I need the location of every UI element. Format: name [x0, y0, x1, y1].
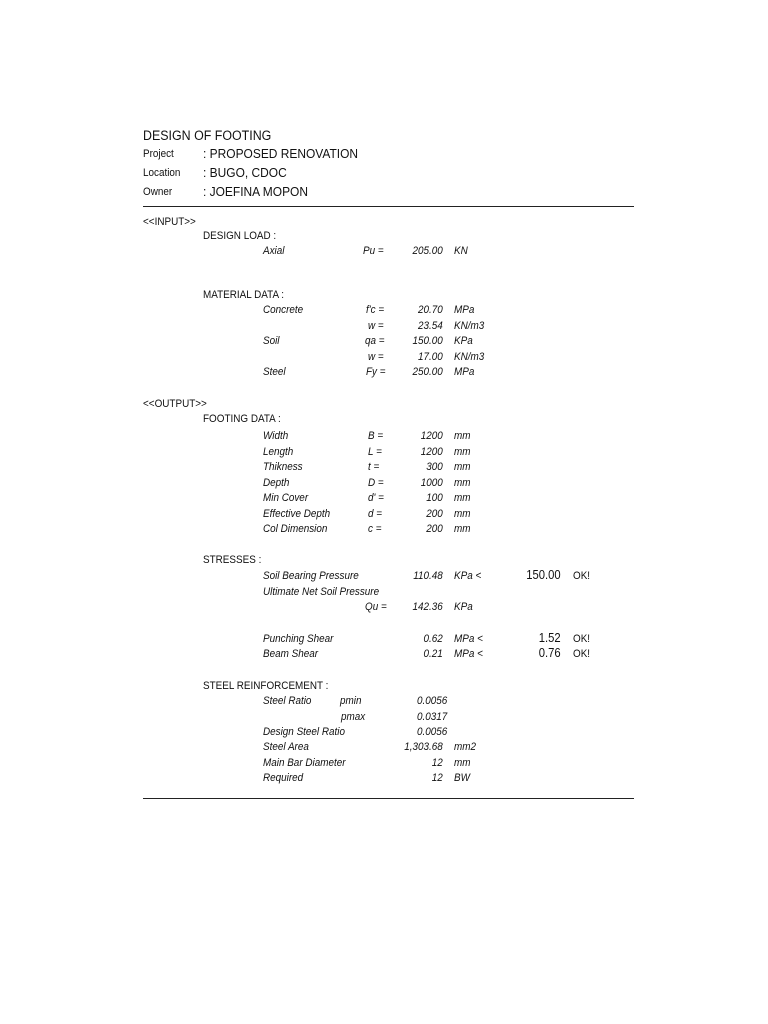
location-value: : BUGO, CDOC: [203, 165, 287, 180]
footing-row-unit: mm: [454, 523, 471, 535]
design-steel-ratio-value: 0.0056: [417, 726, 448, 738]
main-bar-unit: mm: [454, 757, 471, 769]
soil-label: Soil: [263, 335, 280, 347]
pmin-label: pmin: [340, 695, 362, 707]
concrete-w-symbol: w =: [368, 320, 384, 332]
footing-row-symbol: c =: [368, 523, 382, 535]
soil-w-unit: KN/m3: [454, 351, 485, 363]
footing-row-value: 1200: [420, 446, 443, 458]
owner-label: Owner: [143, 186, 173, 198]
beam-shear-status: OK!: [573, 648, 591, 660]
footing-row-symbol: d' =: [368, 492, 384, 504]
soil-bearing-unit: KPa <: [454, 570, 482, 582]
footing-row-label: Col Dimension: [263, 523, 328, 535]
qu-unit: KPa: [454, 601, 473, 613]
footing-row-unit: mm: [454, 461, 471, 473]
steel-area-unit: mm2: [454, 741, 477, 753]
fc-symbol: f'c =: [366, 304, 385, 316]
fy-value: 250.00: [412, 366, 443, 378]
required-unit: BW: [454, 772, 470, 784]
main-bar-value: 12: [431, 757, 443, 769]
footing-row-unit: mm: [454, 477, 471, 489]
required-value: 12: [431, 772, 443, 784]
page-title: DESIGN OF FOOTING: [143, 128, 272, 143]
footing-row-unit: mm: [454, 492, 471, 504]
qa-value: 150.00: [412, 335, 443, 347]
fy-unit: MPa: [454, 366, 475, 378]
concrete-w-value: 23.54: [418, 320, 443, 332]
top-divider: [143, 206, 634, 207]
footing-row-value: 200: [426, 508, 443, 520]
beam-shear-value: 0.21: [423, 648, 443, 660]
output-section-label: <<OUTPUT>>: [143, 398, 207, 410]
punching-shear-limit: 1.52: [538, 631, 561, 645]
footing-row-label: Depth: [263, 477, 290, 489]
footing-row-label: Thikness: [263, 461, 303, 473]
footing-row-label: Min Cover: [263, 492, 309, 504]
qu-symbol: Qu =: [365, 601, 387, 613]
beam-shear-label: Beam Shear: [263, 648, 319, 660]
stresses-heading: STRESSES :: [203, 554, 262, 566]
pmin-value: 0.0056: [417, 695, 448, 707]
pmax-value: 0.0317: [417, 711, 448, 723]
ultimate-net-label: Ultimate Net Soil Pressure: [263, 586, 380, 598]
footing-row-label: Length: [263, 446, 294, 458]
footing-row-label: Effective Depth: [263, 508, 331, 520]
required-label: Required: [263, 772, 304, 784]
concrete-label: Concrete: [263, 304, 304, 316]
soil-w-symbol: w =: [368, 351, 384, 363]
footing-row-unit: mm: [454, 430, 471, 442]
axial-value: 205.00: [412, 245, 443, 257]
steel-ratio-label: Steel Ratio: [263, 695, 312, 707]
footing-row-unit: mm: [454, 508, 471, 520]
footing-row-value: 1000: [420, 477, 443, 489]
design-steel-ratio-label: Design Steel Ratio: [263, 726, 345, 738]
design-load-heading: DESIGN LOAD :: [203, 230, 277, 242]
footing-row-label: Width: [263, 430, 289, 442]
footing-row-value: 100: [426, 492, 443, 504]
beam-shear-limit: 0.76: [538, 646, 561, 660]
project-label: Project: [143, 148, 174, 160]
qa-unit: KPa: [454, 335, 473, 347]
steel-area-label: Steel Area: [263, 741, 309, 753]
soil-bearing-status: OK!: [573, 570, 591, 582]
steel-reinforcement-heading: STEEL REINFORCEMENT :: [203, 680, 329, 692]
project-value: : PROPOSED RENOVATION: [203, 146, 359, 161]
qu-value: 142.36: [412, 601, 443, 613]
fc-unit: MPa: [454, 304, 475, 316]
axial-unit: KN: [454, 245, 468, 257]
fy-symbol: Fy =: [366, 366, 386, 378]
soil-bearing-limit: 150.00: [526, 568, 561, 582]
punching-shear-status: OK!: [573, 633, 591, 645]
axial-label: Axial: [263, 245, 285, 257]
soil-bearing-value: 110.48: [413, 570, 443, 582]
footing-row-value: 300: [426, 461, 443, 473]
qa-symbol: qa =: [365, 335, 385, 347]
material-data-heading: MATERIAL DATA :: [203, 289, 285, 301]
footing-row-unit: mm: [454, 446, 471, 458]
soil-bearing-label: Soil Bearing Pressure: [263, 570, 359, 582]
footing-row-symbol: t =: [368, 461, 380, 473]
footing-row-value: 200: [426, 523, 443, 535]
axial-symbol: Pu =: [363, 245, 384, 257]
steel-label: Steel: [263, 366, 286, 378]
footing-row-symbol: B =: [368, 430, 384, 442]
beam-shear-unit: MPa <: [454, 648, 483, 660]
footing-row-symbol: L =: [368, 446, 382, 458]
pmax-label: pmax: [341, 711, 366, 723]
punching-shear-value: 0.62: [423, 633, 443, 645]
soil-w-value: 17.00: [418, 351, 443, 363]
input-section-label: <<INPUT>>: [143, 216, 196, 228]
footing-row-symbol: d =: [368, 508, 383, 520]
footing-row-value: 1200: [420, 430, 443, 442]
footing-data-heading: FOOTING DATA :: [203, 413, 281, 425]
main-bar-label: Main Bar Diameter: [263, 757, 346, 769]
footing-row-symbol: D =: [368, 477, 384, 489]
fc-value: 20.70: [418, 304, 443, 316]
steel-area-value: 1,303.68: [404, 741, 443, 753]
concrete-w-unit: KN/m3: [454, 320, 485, 332]
location-label: Location: [143, 167, 181, 179]
bottom-divider: [143, 798, 634, 799]
owner-value: : JOEFINA MOPON: [203, 184, 308, 199]
punching-shear-label: Punching Shear: [263, 633, 334, 645]
punching-shear-unit: MPa <: [454, 633, 483, 645]
